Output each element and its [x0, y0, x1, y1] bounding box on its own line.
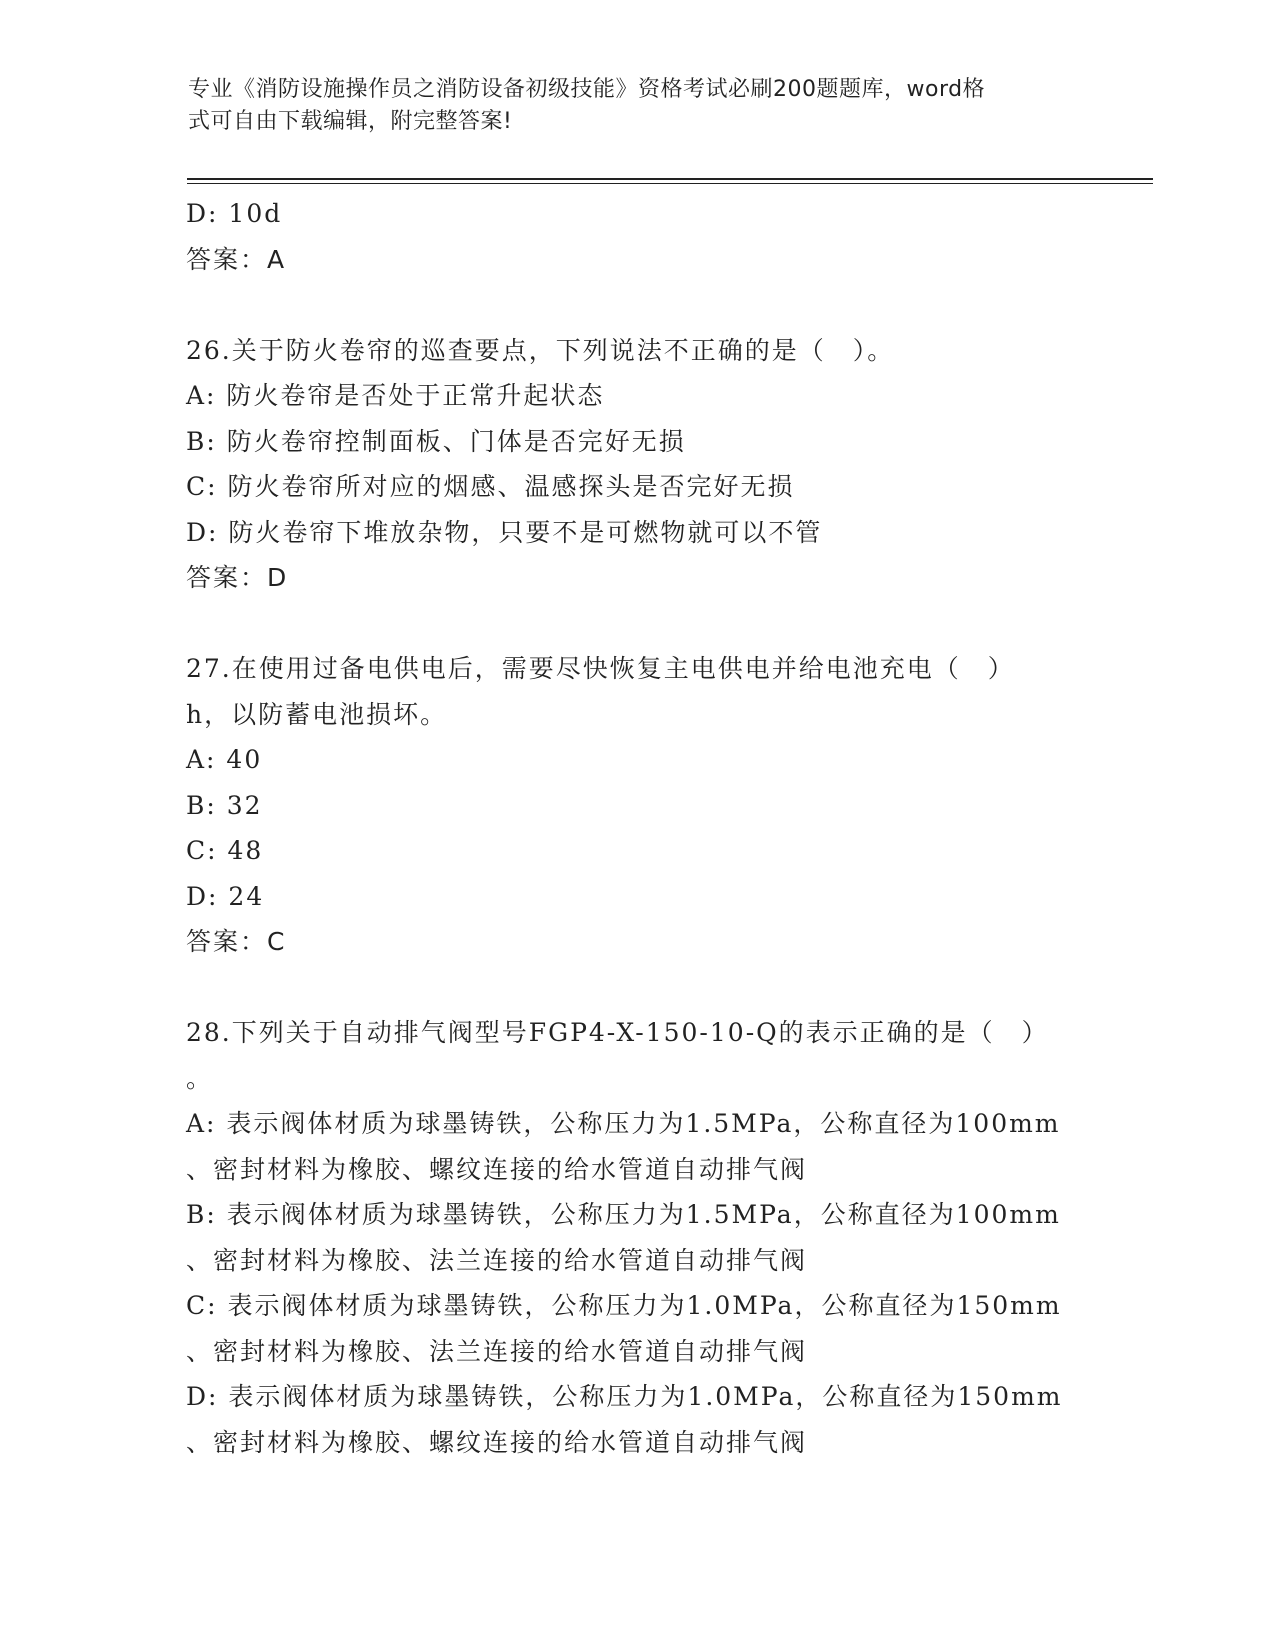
q26-option-a: A: 防火卷帘是否处于正常升起状态 [186, 381, 605, 410]
prev-answer: 答案：A [186, 244, 287, 274]
spacer [186, 965, 1086, 1011]
q26-answer: 答案：D [186, 563, 289, 592]
q28-stem-line-2: 。 [186, 1063, 214, 1093]
prev-option-d: D: 10d [186, 199, 283, 228]
q27-answer: 答案：C [186, 927, 287, 956]
header-line-2: 式可自由下载编辑，附完整答案! [188, 109, 513, 134]
q26-option-d: D: 防火卷帘下堆放杂物，只要不是可燃物就可以不管 [186, 517, 823, 547]
q28-option-b-cont: 、密封材料为橡胶、法兰连接的给水管道自动排气阀 [186, 1245, 808, 1275]
q27-option-b: B: 32 [186, 790, 263, 820]
question-content [186, 191, 1086, 1465]
q28-option-d-cont: 、密封材料为橡胶、螺纹连接的给水管道自动排气阀 [186, 1427, 808, 1457]
q28-stem-line-1: 28.下列关于自动排气阀型号FGP4-X-150-10-Q的表示正确的是（ ） [186, 1018, 1049, 1047]
q28-option-d: D: 表示阀体材质为球墨铸铁，公称压力为1.0MPa，公称直径为150mm [186, 1382, 1063, 1411]
q28-option-b: B: 表示阀体材质为球墨铸铁，公称压力为1.5MPa，公称直径为100mm [186, 1200, 1061, 1229]
q27-option-d: D: 24 [186, 881, 265, 911]
q28-option-c-cont: 、密封材料为橡胶、法兰连接的给水管道自动排气阀 [186, 1336, 808, 1366]
header-divider-thick [187, 178, 1153, 180]
q26-option-c: C: 防火卷帘所对应的烟感、温感探头是否完好无损 [186, 472, 795, 501]
q27-option-c: C: 48 [186, 836, 264, 865]
header-divider-thin [187, 183, 1153, 184]
q27-option-a: A: 40 [186, 745, 263, 774]
header-line-1: 专业《消防设施操作员之消防设备初级技能》资格考试必刷200题题库，word格 [188, 77, 986, 102]
q28-option-a: A: 表示阀体材质为球墨铸铁，公称压力为1.5MPa，公称直径为100mm [186, 1109, 1061, 1138]
q28-option-c: C: 表示阀体材质为球墨铸铁，公称压力为1.0MPa，公称直径为150mm [186, 1291, 1062, 1320]
spacer [186, 282, 1086, 328]
q27-stem-line-2: h，以防蓄电池损坏。 [186, 699, 448, 729]
q27-stem-line-1: 27.在使用过备电供电后，需要尽快恢复主电供电并给电池充电（ ） [186, 654, 1015, 683]
q26-option-b: B: 防火卷帘控制面板、门体是否完好无损 [186, 426, 686, 456]
spacer [186, 601, 1086, 647]
q26-stem: 26.关于防火卷帘的巡查要点，下列说法不正确的是（ ）。 [186, 335, 895, 365]
document-header [188, 74, 1068, 138]
q28-option-a-cont: 、密封材料为橡胶、螺纹连接的给水管道自动排气阀 [186, 1154, 808, 1184]
